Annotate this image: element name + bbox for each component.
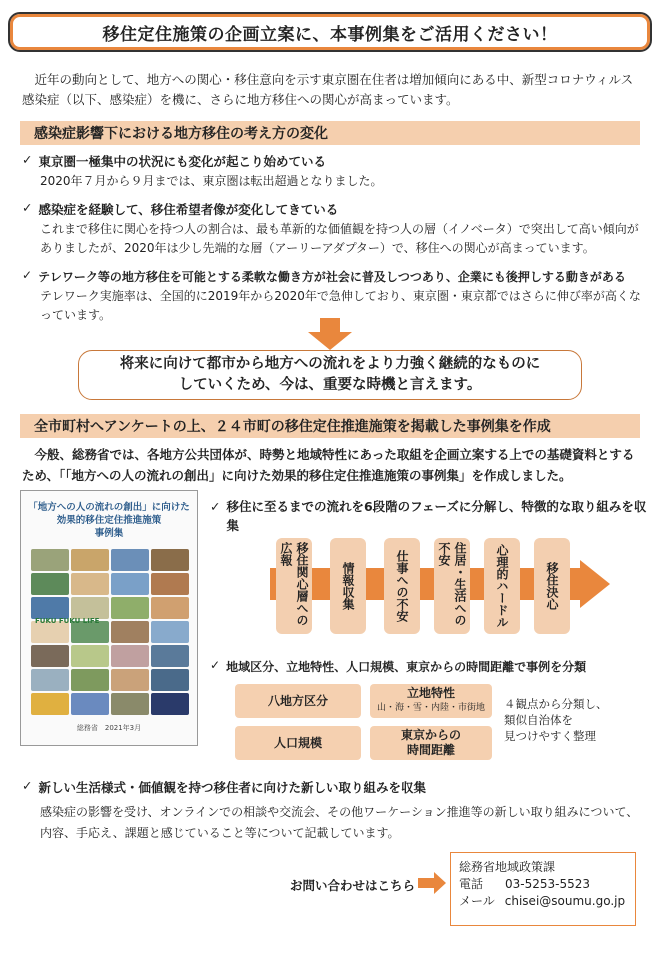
- checkmark-icon: ✓: [22, 200, 33, 215]
- contact-label: お問い合わせはこちら: [290, 878, 416, 893]
- phase-3: 仕事への不安: [384, 538, 420, 634]
- tag-region-label: 八地方区分: [267, 693, 328, 708]
- checkmark-icon: ✓: [210, 658, 221, 672]
- arrow-down-icon: [308, 318, 352, 350]
- contact-dept: 総務省地域政策課: [459, 860, 556, 874]
- tag-population-label: 人口規模: [273, 735, 322, 750]
- arrow-right-icon: [418, 872, 446, 894]
- phase-4: 住居・生活への不安: [434, 538, 470, 634]
- point-1: [22, 152, 642, 191]
- contact-tel-row: [459, 876, 627, 893]
- point-3: [22, 268, 647, 325]
- classify-note: [504, 696, 608, 744]
- cover-title-line-2: 効果的移住定住推進施策: [56, 515, 162, 526]
- point-classify: [210, 658, 650, 675]
- tag-location-label: 立地特性: [406, 686, 455, 700]
- classify-note-line-2: 類似自治体を: [504, 713, 573, 727]
- point-2-title: 感染症を経験して、移住希望者像が変化してきている: [38, 202, 339, 217]
- checkmark-icon: ✓: [22, 268, 33, 282]
- checkmark-icon: ✓: [22, 778, 33, 793]
- contact-tel: 03-5253-5523: [505, 877, 591, 891]
- point-2: [22, 200, 642, 258]
- cover-title: [21, 491, 197, 540]
- contact-tel-label: 電話: [459, 877, 484, 891]
- tag-location: [370, 684, 492, 718]
- point-1-title: 東京圏一極集中の状況にも変化が起こり始めている: [38, 154, 326, 169]
- contact-box: [450, 852, 636, 926]
- point-3-body: テレワーク実施率は、全国的に2019年から2020年で急伸しており、東京圏・東京都ではさらに伸び率が高くなっています。: [40, 289, 641, 322]
- cover-title-line-1: 「地方への人の流れの創出」に向けた: [28, 502, 190, 513]
- checkmark-icon: ✓: [22, 152, 33, 167]
- checkmark-icon: ✓: [210, 499, 221, 514]
- cover-photo-collage: [31, 549, 189, 715]
- classify-note-line-1: ４観点から分類し、: [504, 697, 608, 711]
- point-phases-title: 移住に至るまでの流れを6段階のフェーズに分解し、特徴的な取り組みを収集: [226, 499, 647, 533]
- tag-location-sub: 山・海・雪・内陸・市街地: [376, 703, 485, 713]
- contact-mail[interactable]: chisei@soumu.go.jp: [504, 894, 626, 908]
- section2-heading: 全市町村へアンケートの上、２４市町の移住定住推進施策を掲載した事例集を作成: [20, 414, 640, 438]
- point-new: [22, 778, 642, 844]
- tag-distance-line-1: 東京からの: [400, 728, 461, 742]
- callout-box: [78, 350, 582, 400]
- tag-region: [235, 684, 361, 718]
- cover-footer: 総務省 2021年3月: [76, 724, 142, 732]
- tag-distance: [370, 726, 492, 760]
- point-new-title: 新しい生活様式・価値観を持つ移住者に向けた新しい取り組みを収集: [38, 780, 426, 795]
- phase-1: 移住関心層への広報: [276, 538, 312, 634]
- callout-line-1: 将来に向けて都市から地方への流れをより力強く継続的なものに: [119, 356, 541, 372]
- point-1-body: 2020年７月から９月までは、東京圏は転出超過となりました。: [40, 174, 383, 188]
- casebook-cover-image: [20, 490, 198, 746]
- tag-population: [235, 726, 361, 760]
- phase-2: 情報収集: [330, 538, 366, 634]
- tag-distance-line-2: 時間距離: [406, 743, 455, 757]
- cover-logo: FUKU FUKU LIFE: [35, 617, 100, 625]
- callout-line-2: していくため、今は、重要な時機と言えます。: [178, 377, 482, 393]
- section1-heading: 感染症影響下における地方移住の考え方の変化: [20, 121, 640, 145]
- point-classify-title: 地域区分、立地特性、人口規模、東京からの時間距離で事例を分類: [226, 660, 587, 674]
- contact-mail-label: メール: [459, 894, 495, 908]
- section2-lead: 今般、総務省では、各地方公共団体が、時勢と地域特性にあった取組を企画立案する上での基礎資料とするため、「「地方への人の流れの創出」に向けた効果的移住定住推進施策の事例集」を作成しました。: [22, 447, 635, 483]
- point-phases: [210, 497, 650, 535]
- title-banner: [8, 12, 652, 52]
- cover-title-line-3: 事例集: [94, 528, 124, 539]
- point-new-body: 感染症の影響を受け、オンラインでの相談や交流会、その他ワーケーション推進等の新しい取り組みについて、内容、手応え、課題と感じていること等について記載しています。: [40, 805, 639, 840]
- contact-mail-row: [459, 893, 627, 910]
- intro-text: 近年の動向として、地方への関心・移住意向を示す東京圏在住者は増加傾向にある中、新型コロナウィルス感染症（以下、感染症）を機に、さらに地方移住への関心が高まっています。: [22, 72, 634, 107]
- phase-flow: [270, 538, 610, 638]
- phase-5: 心理的ハードル: [484, 538, 520, 634]
- point-2-body: これまで移住に関心を持つ人の割合は、最も革新的な価値観を持つ人の層（イノベータ）で突出して高い傾向がありましたが、2020年は少し先端的な層（アーリーアダプター）で、移住への関心が高まっています。: [40, 222, 639, 255]
- classify-note-line-3: 見つけやすく整理: [504, 729, 596, 743]
- page-title: 移住定住施策の企画立案に、本事例集をご活用ください！: [102, 24, 558, 45]
- point-3-title: テレワーク等の地方移住を可能とする柔軟な働き方が社会に普及しつつあり、企業にも後押しする動きがある: [38, 270, 626, 284]
- phase-6: 移住決心: [534, 538, 570, 634]
